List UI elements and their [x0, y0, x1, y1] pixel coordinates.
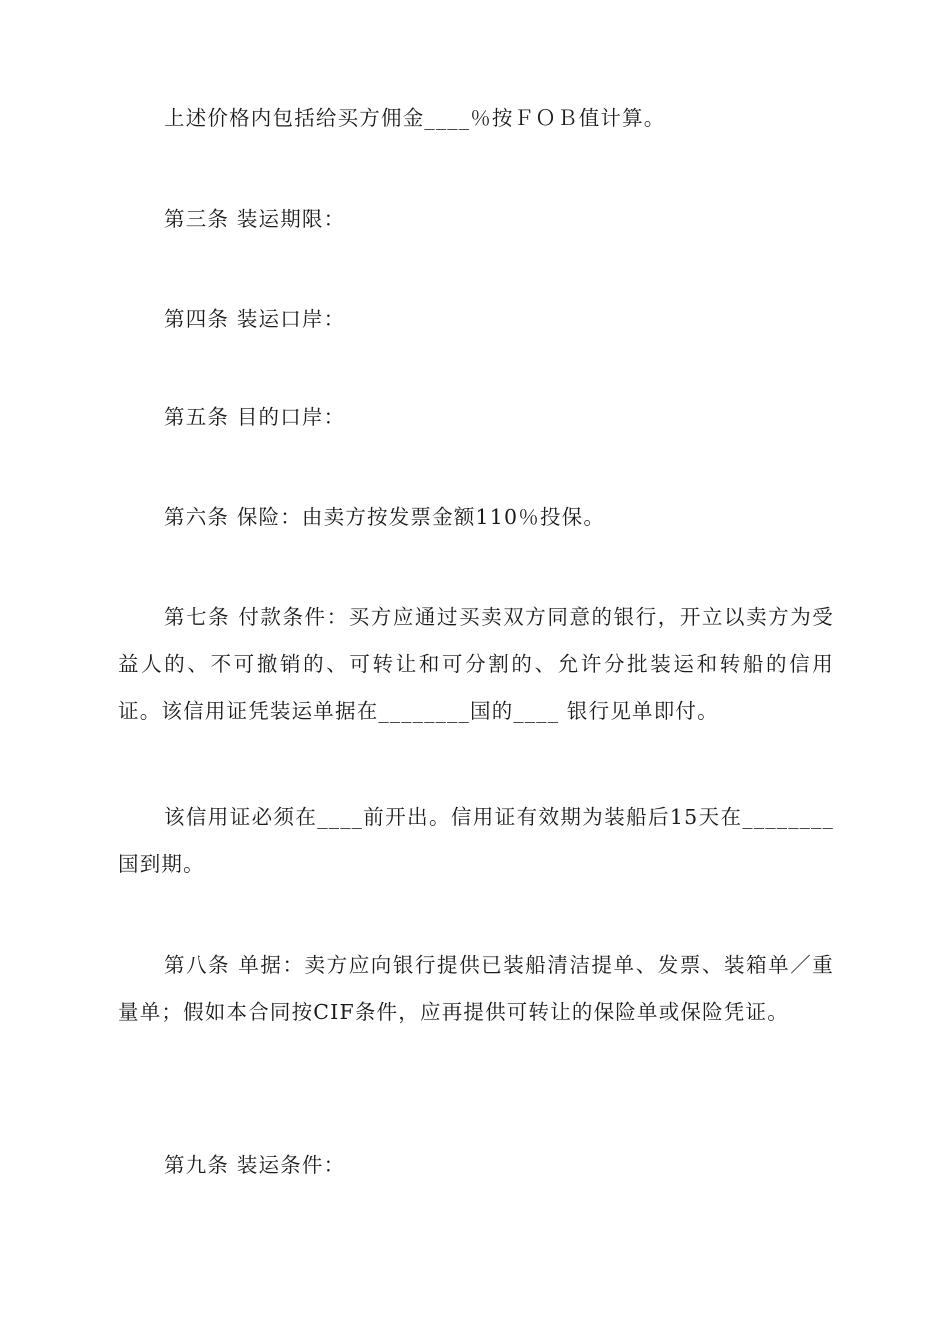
- paragraph-article-4: 第四条 装运口岸：: [164, 307, 346, 331]
- paragraph-article-7: 第七条 付款条件：买方应通过买卖双方同意的银行，开立以卖方为受益人的、不可撤销的、可转让和可分割的、允许分批装运和转船的信用证。该信用证凭装运单据在________国的____ 银行见单即付。: [118, 605, 834, 723]
- paragraph-article-3: 第三条 装运期限：: [164, 207, 346, 231]
- paragraph-article-6: 第六条 保险：由卖方按发票金额110％投保。: [164, 505, 606, 529]
- paragraph-article-5: 第五条 目的口岸：: [164, 405, 346, 429]
- paragraph-credit-validity: 该信用证必须在____前开出。信用证有效期为装船后15天在________国到期。: [118, 805, 834, 876]
- paragraph-article-8: 第八条 单据：卖方应向银行提供已装船清洁提单、发票、装箱单／重量单；假如本合同按CIF条件，应再提供可转让的保险单或保险凭证。: [118, 953, 834, 1024]
- paragraph-commission: 上述价格内包括给买方佣金____％按ＦＯＢ值计算。: [164, 106, 666, 130]
- paragraph-article-9: 第九条 装运条件：: [164, 1153, 346, 1177]
